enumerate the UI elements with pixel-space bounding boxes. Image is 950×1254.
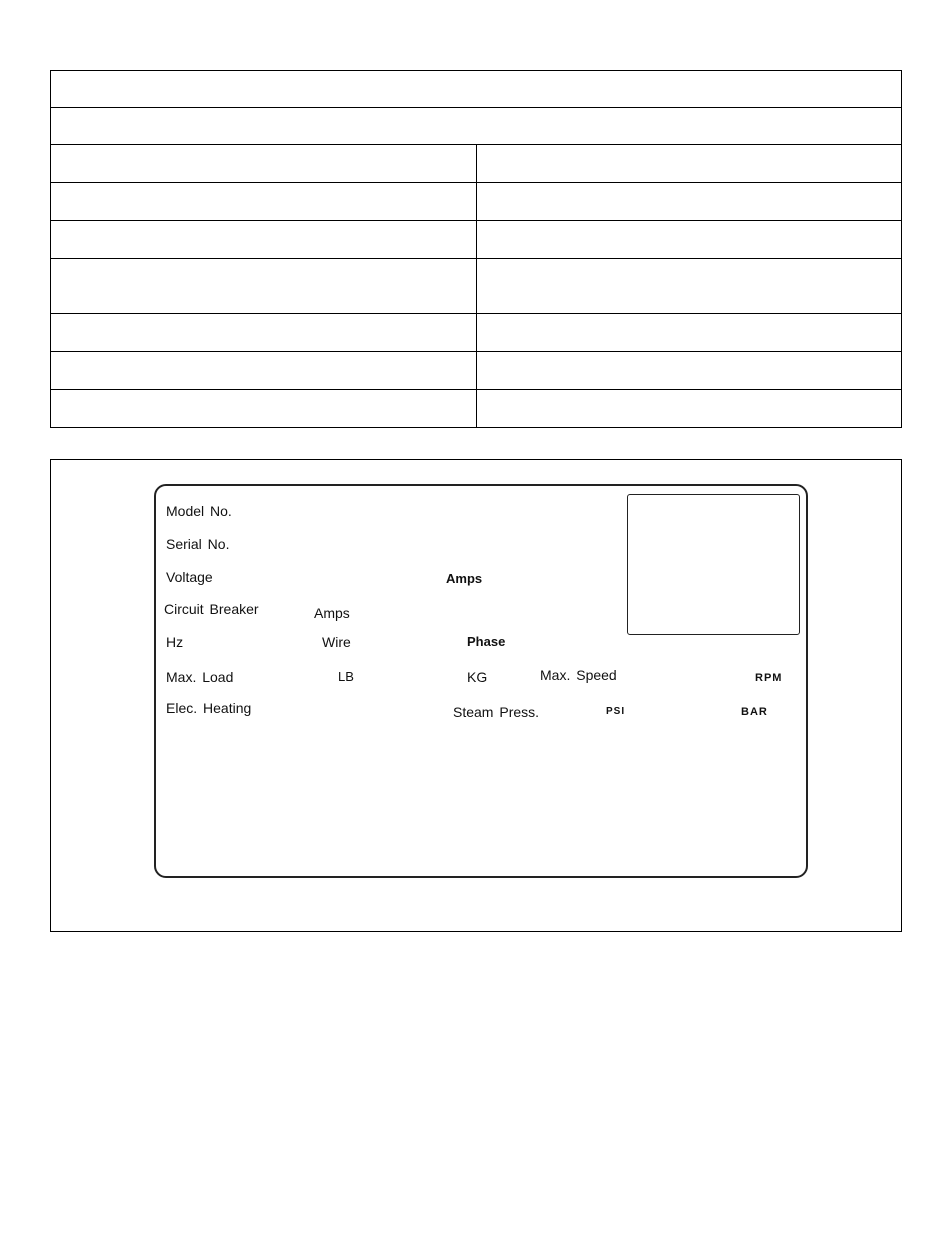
- table-row: [51, 183, 902, 221]
- hz-label: Hz: [166, 634, 184, 650]
- table-row: [51, 145, 902, 183]
- table-row: [51, 390, 902, 428]
- voltage-label: Voltage: [166, 569, 213, 585]
- kg-label: KG: [467, 669, 488, 685]
- elec-heating-label: Elec. Heating: [166, 700, 252, 716]
- table-row-value: [476, 314, 902, 352]
- serial-no-label: Serial No.: [166, 536, 230, 552]
- table-row-index: [51, 352, 477, 390]
- table-row-value: [476, 259, 902, 314]
- bar-label: BAR: [741, 706, 768, 718]
- rpm-label: RPM: [755, 672, 783, 684]
- table-row-index: [51, 314, 477, 352]
- table-row-index: [51, 221, 477, 259]
- table-row: [51, 314, 902, 352]
- table-row-index: [51, 390, 477, 428]
- lb-label: LB: [338, 669, 354, 684]
- max-speed-label: Max. Speed: [540, 667, 617, 683]
- nameplate-image-box: [627, 494, 800, 635]
- nameplate-frame: [50, 459, 902, 932]
- table-row-value: [476, 145, 902, 183]
- nameplate: [154, 484, 808, 878]
- table-row-index: [51, 145, 477, 183]
- max-load-label: Max. Load: [166, 669, 234, 685]
- phase-label: Phase: [467, 634, 506, 649]
- circuit-breaker-label: Circuit Breaker: [164, 601, 259, 617]
- table-row: [51, 259, 902, 314]
- table-header-cell: [51, 108, 902, 145]
- table-row-index: [51, 259, 477, 314]
- steam-press-label: Steam Press.: [453, 704, 540, 720]
- table-header-row: [51, 108, 902, 145]
- amps-label: Amps: [446, 571, 483, 586]
- table-row-value: [476, 390, 902, 428]
- info-table: [50, 70, 902, 428]
- wire-label: Wire: [322, 634, 351, 650]
- table-header-cell: [51, 71, 902, 108]
- table-row: [51, 352, 902, 390]
- table-row-value: [476, 183, 902, 221]
- model-no-label: Model No.: [166, 503, 232, 519]
- table-row-value: [476, 221, 902, 259]
- table-row: [51, 221, 902, 259]
- table-header-row: [51, 71, 902, 108]
- breaker-amps-label: Amps: [314, 605, 350, 621]
- table-row-value: [476, 352, 902, 390]
- psi-label: PSI: [606, 706, 626, 717]
- table-row-index: [51, 183, 477, 221]
